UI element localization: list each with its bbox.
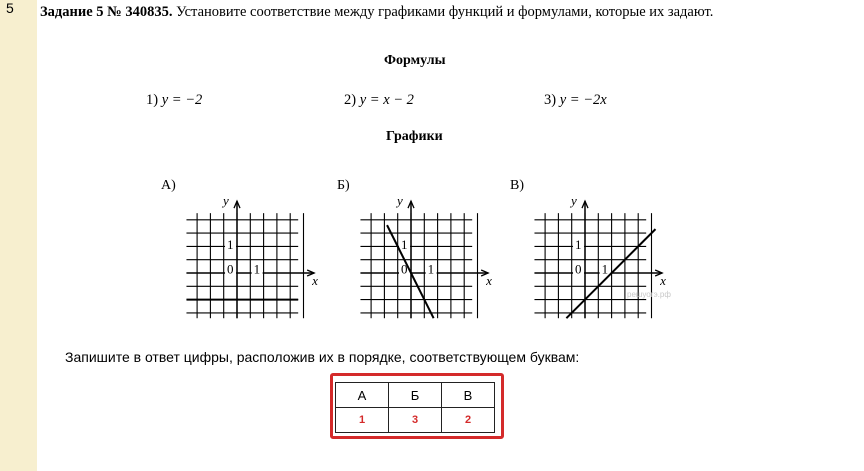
tick-label-x-1: 1 (427, 261, 435, 277)
task-number: Задание 5 № 340835. (40, 4, 173, 20)
formula-expression: y = x − 2 (359, 92, 414, 108)
task-text: Установите соответствие между графиками функций и формулами, которые их задают. (172, 4, 714, 20)
graph-letter-b: Б) (337, 178, 350, 193)
tick-label-origin: 0 (575, 261, 582, 277)
tick-label-origin: 0 (227, 261, 234, 277)
axis-label-y: y (571, 193, 577, 209)
watermark: решуогэ.рф (627, 290, 671, 299)
tick-label-y-1: 1 (401, 237, 408, 253)
formula-number: 1) (146, 92, 159, 108)
graph-letter-v: В) (510, 178, 524, 193)
tick-label-y-1: 1 (575, 237, 582, 253)
answer-value-a: 1 (336, 408, 389, 433)
tick-label-x-1: 1 (601, 261, 609, 277)
axis-label-y: y (397, 193, 403, 209)
formula-expression: y = −2 (161, 92, 203, 108)
formulas-heading: Формулы (384, 53, 446, 68)
axis-label-x: x (312, 273, 318, 288)
answer-value-b: 3 (389, 408, 442, 433)
answer-table (335, 382, 495, 433)
answer-value-row (336, 408, 495, 433)
formula-number: 3) (544, 92, 557, 108)
answer-header-v: В (442, 383, 495, 408)
answer-header-row (336, 383, 495, 408)
page-number: 5 (6, 0, 14, 16)
graphs-heading: Графики (386, 129, 443, 144)
formula-expression: y = −2x (559, 92, 607, 108)
tick-label-origin: 0 (401, 261, 408, 277)
answer-header-b: Б (389, 383, 442, 408)
tick-label-x-1: 1 (253, 261, 261, 277)
answer-value-v: 2 (442, 408, 495, 433)
answer-header-a: А (336, 383, 389, 408)
answer-instruction: Запишите в ответ цифры, расположив их в порядке, соответствующем буквам: (65, 349, 580, 365)
axis-label-x: x (486, 273, 492, 288)
formula-number: 2) (344, 92, 357, 108)
graph-letter-a: А) (161, 178, 176, 193)
axis-label-y: y (223, 193, 229, 209)
tick-label-y-1: 1 (227, 237, 234, 253)
axis-label-x: x (660, 273, 666, 288)
